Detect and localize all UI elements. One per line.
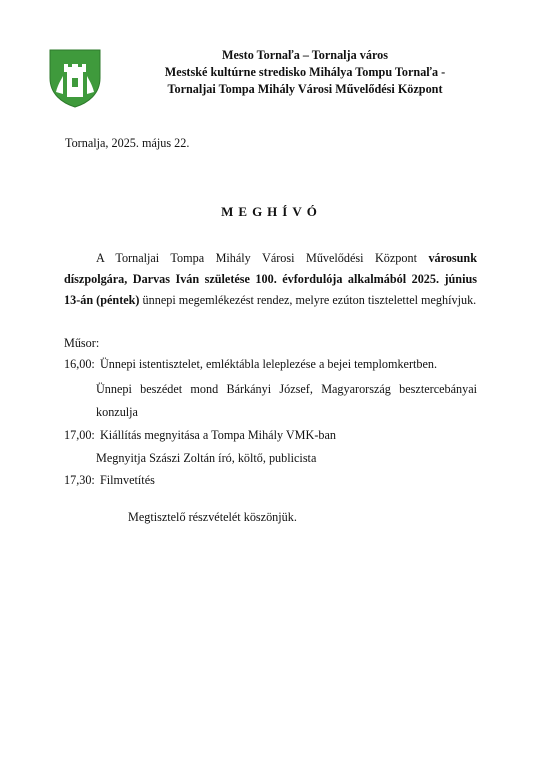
invitation-body (64, 248, 477, 311)
program-item-time: 17,00: (64, 428, 95, 442)
letterhead (110, 47, 500, 98)
document-title: MEGHÍVÓ (221, 204, 322, 219)
town-crest-icon (48, 48, 102, 108)
program-label: Műsor: (64, 336, 100, 350)
letterhead-line-3: Tornaljai Tompa Mihály Városi Művelődési Központ (167, 82, 443, 96)
intro-text-1: A Tornaljai Tompa Mihály Városi Művelődési Központ (96, 251, 429, 265)
document-date: Tornalja, 2025. május 22. (65, 136, 190, 150)
intro-paragraph (64, 248, 477, 311)
program-item-time: 16,00: (64, 357, 95, 371)
intro-text-bold: városunk díszpolgára, Darvas Iván születése 100. évfordulója alkalmából 2025. június 13-án (péntek) (64, 251, 477, 307)
program-item-text: Kiállítás megnyitása a Tompa Mihály VMK-ban (100, 428, 336, 442)
intro-text-2: ünnepi megemlékezést rendez, melyre ezúton tisztelettel meghívjuk. (139, 293, 477, 307)
program-item-text: Ünnepi istentisztelet, emléktábla leleplezése a bejei templomkertben. (100, 357, 438, 371)
program-item-time: 17,30: (64, 473, 95, 487)
program-item-text: Filmvetítés (100, 473, 155, 487)
letterhead-line-1: Mesto Tornaľa – Tornalja város (222, 48, 388, 62)
program-item-detail: Megnyitja Szászi Zoltán író, költő, publicista (96, 451, 317, 465)
letterhead-line-2: Mestské kultúrne stredisko Mihálya Tompu Tornaľa - (164, 65, 446, 79)
program-item-detail: Ünnepi beszédet mond Bárkányi József, Magyarország besztercebányai (96, 382, 477, 396)
program-item-detail: konzulja (96, 405, 138, 419)
closing-line: Megtisztelő részvételét köszönjük. (128, 510, 297, 524)
